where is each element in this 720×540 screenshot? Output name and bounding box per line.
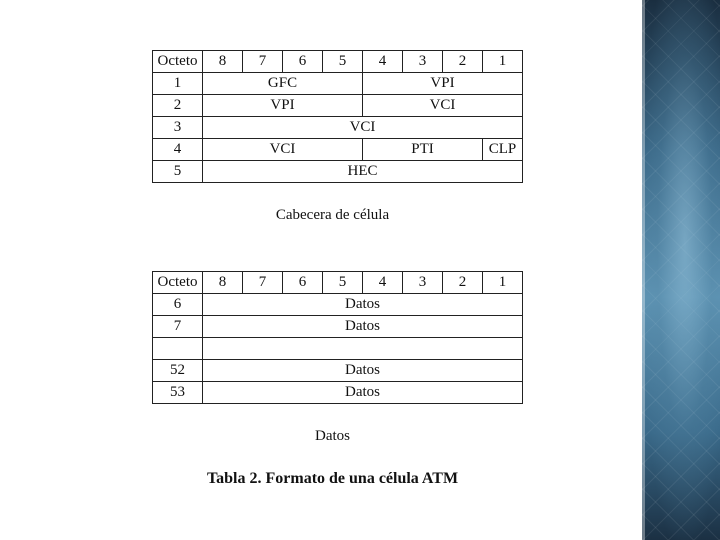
- vpi-field-cell: VPI: [363, 73, 523, 95]
- table-row: [153, 161, 523, 183]
- table-row: [153, 139, 523, 161]
- bit-header-cell: 6: [283, 51, 323, 73]
- bit-header-cell: 4: [363, 272, 403, 294]
- figure-title: Tabla 2. Formato de una célula ATM: [206, 470, 459, 487]
- bit-header-cell: 7: [243, 272, 283, 294]
- bit-header-cell: 1: [483, 51, 523, 73]
- octet-number-cell: 52: [153, 360, 203, 382]
- decorative-side-panel: [642, 0, 720, 540]
- table-row: [153, 382, 523, 404]
- octet-number-cell: 2: [153, 95, 203, 117]
- table-row: [153, 294, 523, 316]
- data-field-cell: Datos: [203, 360, 523, 382]
- bit-header-cell: 3: [403, 51, 443, 73]
- data-field-cell: Datos: [203, 382, 523, 404]
- clp-field-cell: CLP: [483, 139, 523, 161]
- table-row: [153, 338, 523, 360]
- header-table-caption: Cabecera de célula: [275, 207, 390, 223]
- octet-number-cell: 5: [153, 161, 203, 183]
- atm-header-table: [152, 50, 523, 183]
- table-row: [153, 316, 523, 338]
- bit-header-cell: 6: [283, 272, 323, 294]
- table-row: [153, 117, 523, 139]
- octet-number-cell: 53: [153, 382, 203, 404]
- table-row: [153, 95, 523, 117]
- atm-payload-table: [152, 271, 523, 404]
- bit-header-cell: 2: [443, 272, 483, 294]
- bit-header-cell: 8: [203, 272, 243, 294]
- vci-field-cell: VCI: [203, 117, 523, 139]
- vci-field-cell: VCI: [203, 139, 363, 161]
- data-field-cell: Datos: [203, 316, 523, 338]
- bit-header-cell: 7: [243, 51, 283, 73]
- hec-field-cell: HEC: [203, 161, 523, 183]
- bit-header-cell: 2: [443, 51, 483, 73]
- bit-header-cell: 4: [363, 51, 403, 73]
- gfc-field-cell: GFC: [203, 73, 363, 95]
- octet-number-cell: 6: [153, 294, 203, 316]
- vci-field-cell: VCI: [363, 95, 523, 117]
- table-row: [153, 360, 523, 382]
- bit-header-cell: 8: [203, 51, 243, 73]
- bit-header-cell: 1: [483, 272, 523, 294]
- octet-header-cell: Octeto: [153, 51, 203, 73]
- bit-header-cell: 3: [403, 272, 443, 294]
- octet-number-cell: 3: [153, 117, 203, 139]
- pti-field-cell: PTI: [363, 139, 483, 161]
- table-header-row: [153, 272, 523, 294]
- bit-header-cell: 5: [323, 272, 363, 294]
- octet-header-cell: Octeto: [153, 272, 203, 294]
- bit-header-cell: 5: [323, 51, 363, 73]
- octet-number-cell: [153, 338, 203, 360]
- payload-table-caption: Datos: [315, 428, 350, 444]
- octet-number-cell: 1: [153, 73, 203, 95]
- octet-number-cell: 4: [153, 139, 203, 161]
- data-field-cell: [203, 338, 523, 360]
- octet-number-cell: 7: [153, 316, 203, 338]
- table-header-row: [153, 51, 523, 73]
- data-field-cell: Datos: [203, 294, 523, 316]
- vpi-field-cell: VPI: [203, 95, 363, 117]
- table-row: [153, 73, 523, 95]
